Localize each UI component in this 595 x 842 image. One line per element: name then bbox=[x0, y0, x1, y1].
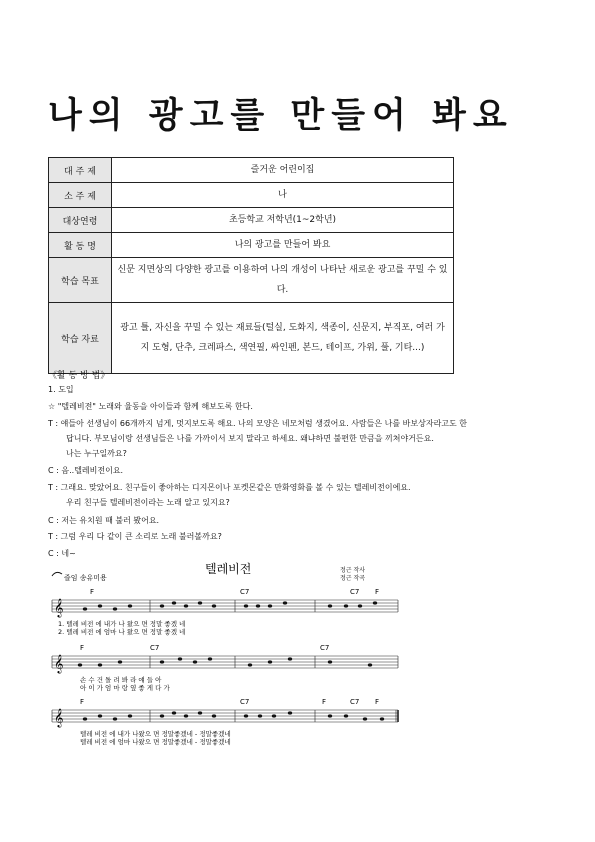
row-value: 광고 틀, 자신을 꾸밀 수 있는 재료들(털실, 도화지, 색종이, 신문지, 부직포, 여러 가지 도형, 단추, 크레파스, 색연필, 싸인펜, 본드, 테이프, 가위, 풀, 기타...) bbox=[112, 303, 454, 374]
score-lyricist: 정근 작사 bbox=[340, 567, 366, 574]
svg-text:C7: C7 bbox=[150, 644, 160, 652]
lyrics-line: 1. 텔레 비전 에 내가 나 왔으 면 정말 좋겠 네 bbox=[58, 620, 186, 628]
svg-text:C7: C7 bbox=[240, 698, 250, 706]
staff-row-3 bbox=[52, 698, 398, 746]
table-row bbox=[49, 303, 454, 374]
page-title: 나의 광고를 만들어 봐요 bbox=[48, 96, 514, 136]
svg-text:C7: C7 bbox=[350, 588, 360, 596]
svg-text:F: F bbox=[80, 698, 85, 706]
lyrics-line: 아 이 가 엄 마 랑 옆 좋 게 다 가 bbox=[80, 684, 170, 692]
staff-row-2 bbox=[52, 644, 398, 692]
lesson-info-table bbox=[48, 157, 454, 374]
dialogue-line: T : 그럼 우리 다 같이 큰 소리로 노래 불러볼까요? bbox=[48, 532, 222, 541]
dialogue-line: T : 그래요. 맞았어요. 친구들이 좋아하는 디지몬이나 포켓몬같은 만화영화를 볼 수 있는 텔레비전이에요. bbox=[48, 483, 411, 492]
svg-text:F: F bbox=[375, 588, 380, 596]
svg-text:C7: C7 bbox=[320, 644, 330, 652]
row-value: 신문 지면상의 다양한 광고를 이용하여 나의 개성이 나타난 새로운 광고를 꾸밀 수 있다. bbox=[112, 258, 454, 303]
table-row bbox=[49, 208, 454, 233]
dialogue-line: 나는 누구일까요? bbox=[66, 449, 127, 458]
sheet-music bbox=[50, 560, 400, 755]
lyrics-line: 텔레 비전 에 내가 나왔으 면 정말좋겠네 - 정말좋겠네 bbox=[80, 730, 231, 738]
section-heading: 《활 동 방 법》 bbox=[48, 371, 110, 381]
dialogue-line: C : 네~ bbox=[48, 549, 76, 558]
dialogue-line: ☆ "텔레비전" 노래와 율동을 아이들과 함께 해보도록 한다. bbox=[48, 402, 253, 411]
table-row bbox=[49, 183, 454, 208]
lyrics-line: 손 수 건 돌 려 봐 라 얘 들 아 bbox=[80, 676, 162, 684]
row-value: 나의 광고를 만들어 봐요 bbox=[112, 233, 454, 258]
row-label: 학습 자료 bbox=[49, 303, 112, 374]
score-title: 텔레비전 bbox=[205, 562, 252, 576]
staff-row-1 bbox=[52, 588, 398, 636]
score-composer: 정근 작곡 bbox=[340, 575, 366, 582]
row-label: 소 주 제 bbox=[49, 183, 112, 208]
score-source: 즐임 송유미용 bbox=[64, 574, 107, 582]
svg-text:F: F bbox=[322, 698, 327, 706]
dialogue-line: T : 얘들아 선생님이 66개까지 넘게, 멋지보도록 해요. 나의 모양은 네모처럼 생겼어요. 사람들은 나를 바보상자라고도 한 bbox=[48, 419, 468, 428]
row-value: 초등학교 저학년(1~2학년) bbox=[112, 208, 454, 233]
row-value: 나 bbox=[112, 183, 454, 208]
svg-text:F: F bbox=[90, 588, 95, 596]
lyrics-line: 2. 텔레 비전 에 엄마 나 왔으 면 정말 좋겠 네 bbox=[58, 628, 186, 636]
svg-text:F: F bbox=[80, 644, 85, 652]
table-row bbox=[49, 258, 454, 303]
table-row bbox=[49, 233, 454, 258]
pen-icon bbox=[52, 572, 62, 576]
row-label: 활 동 명 bbox=[49, 233, 112, 258]
row-value: 즐거운 어린이집 bbox=[112, 158, 454, 183]
treble-clef-icon: 𝄞 bbox=[54, 654, 64, 673]
svg-text:C7: C7 bbox=[240, 588, 250, 596]
row-label: 학습 목표 bbox=[49, 258, 112, 303]
dialogue-line: C : 음..텔레비전이요. bbox=[48, 466, 124, 475]
lyrics-line: 텔레 비전 에 엄마 나왔으 면 정말좋겠네 - 정말좋겠네 bbox=[80, 738, 231, 746]
row-label: 대상연령 bbox=[49, 208, 112, 233]
treble-clef-icon: 𝄞 bbox=[54, 708, 64, 727]
dialogue-line: C : 저는 유치원 때 불러 봤어요. bbox=[48, 516, 160, 525]
dialogue-line: 1. 도입 bbox=[48, 385, 74, 394]
row-label: 대 주 제 bbox=[49, 158, 112, 183]
dialogue-line: 답니다. 부모님이랑 선생님들은 나를 가까이서 보지 말라고 하세요. 왜냐하면 불편한 만큼을 끼쳐야거든요. bbox=[66, 434, 434, 443]
dialogue-line: 우리 친구들 텔레비전이라는 노래 알고 있지요? bbox=[66, 498, 230, 507]
table-row bbox=[49, 158, 454, 183]
svg-text:F: F bbox=[375, 698, 380, 706]
svg-text:C7: C7 bbox=[350, 698, 360, 706]
treble-clef-icon: 𝄞 bbox=[54, 598, 64, 617]
